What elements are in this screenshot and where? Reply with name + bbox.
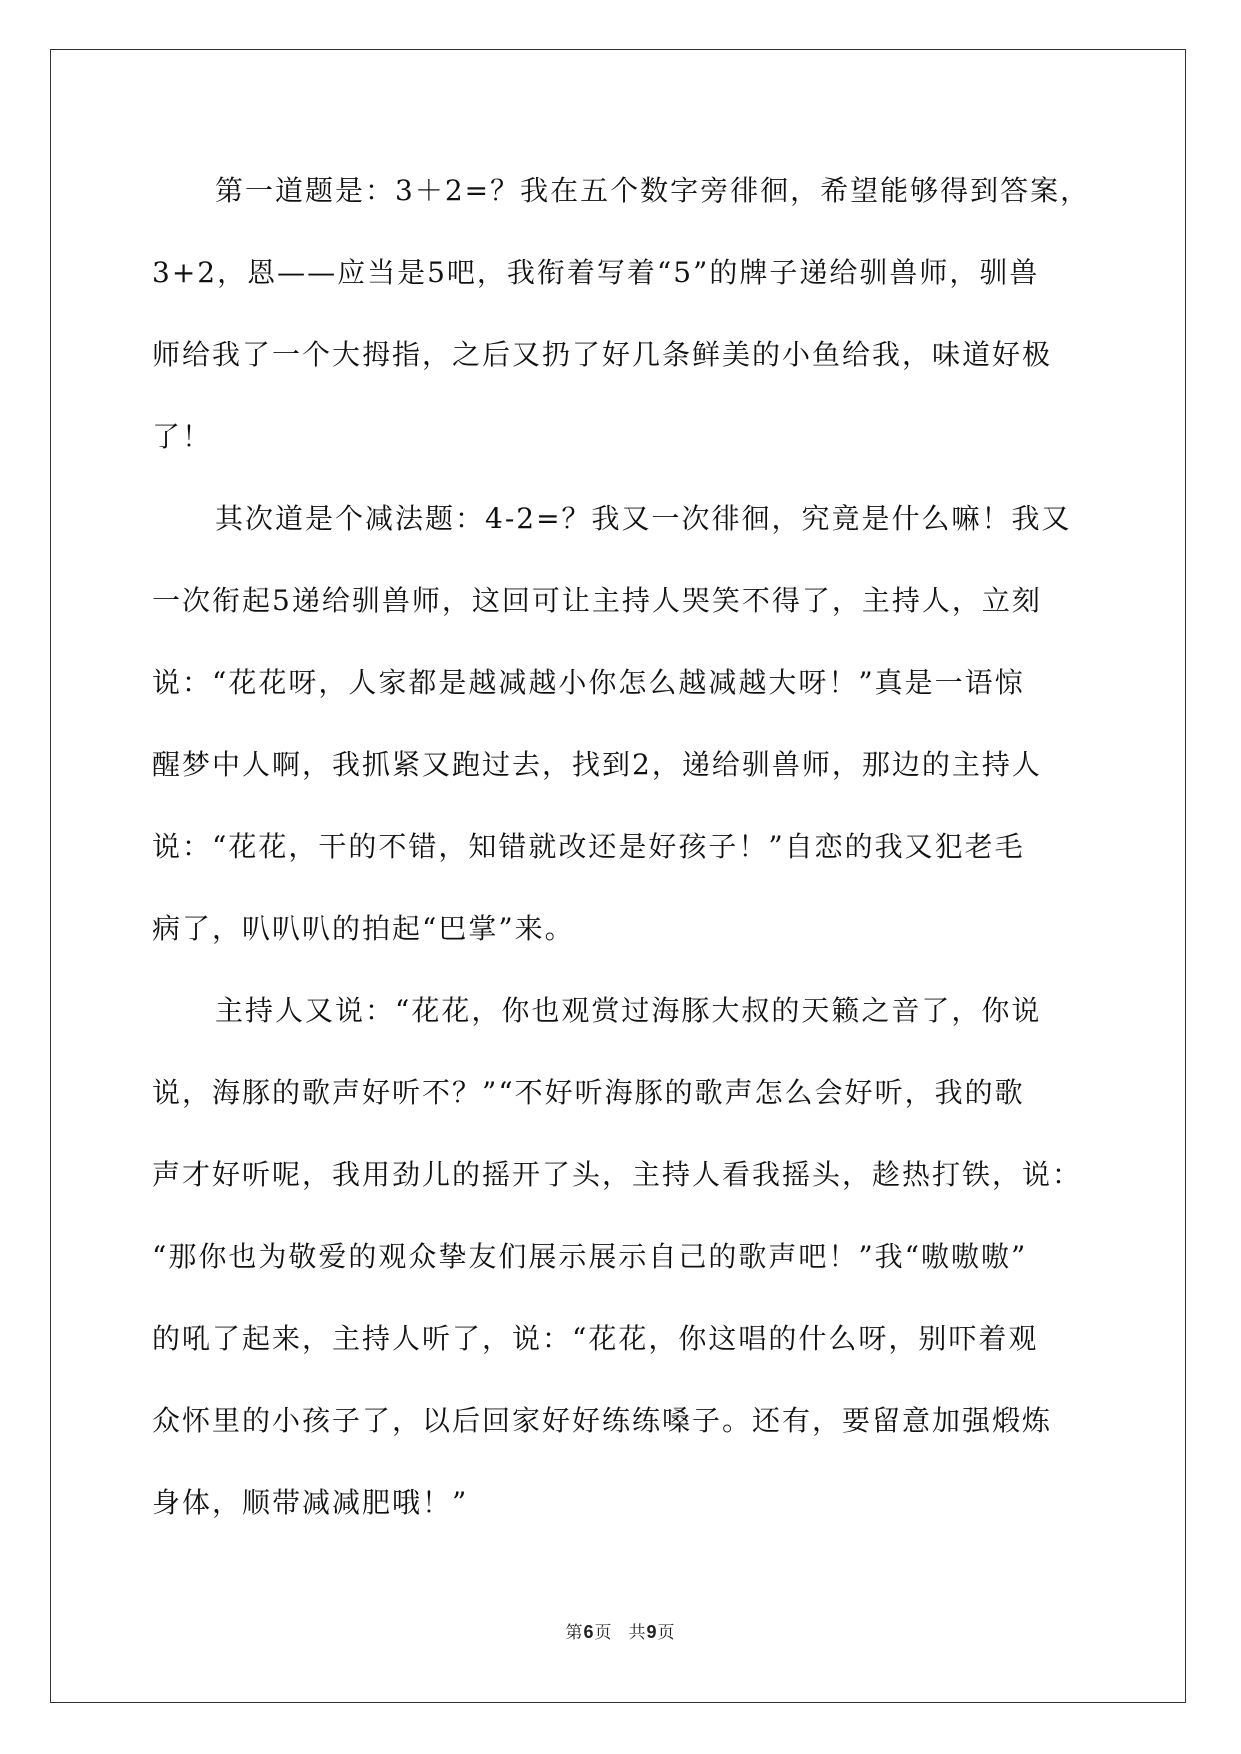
text-line: 的吼了起来，主持人听了，说：“花花，你这唱的什么呀，别吓着观	[152, 1322, 1039, 1355]
text-line: “那你也为敬爱的观众挚友们展示展示自己的歌声吧！”我“嗷嗷嗷”	[152, 1240, 1028, 1273]
current-page-number: 6	[583, 1622, 595, 1642]
text-line: 说：“花花呀，人家都是越减越小你怎么越减越大呀！”真是一语惊	[152, 666, 1025, 699]
text-line: 醒梦中人啊，我抓紧又跑过去，找到2，递给驯兽师，那边的主持人	[152, 748, 1042, 781]
page-suffix: 页	[594, 1623, 613, 1643]
text-line: 主持人又说：“花花，你也观赏过海豚大叔的天籁之音了，你说	[215, 994, 1042, 1027]
text-line: 第一道题是：3＋2=？我在五个数字旁徘徊，希望能够得到答案，	[215, 174, 1091, 207]
total-suffix: 页	[657, 1623, 676, 1643]
text-line: 师给我了一个大拇指，之后又扔了好几条鲜美的小鱼给我，味道好极	[152, 338, 1053, 371]
text-line: 了！	[152, 420, 213, 453]
text-line: 一次衔起5递给驯兽师，这回可让主持人哭笑不得了，主持人，立刻	[152, 584, 1042, 617]
paragraph-1	[152, 150, 1097, 478]
total-prefix: 共	[628, 1623, 647, 1643]
text-line: 3+2，恩——应当是5吧，我衔着写着“5”的牌子递给驯兽师，驯兽	[152, 256, 1040, 289]
text-line: 其次道是个减法题：4-2=？我又一次徘徊，究竟是什么嘛！我又	[215, 502, 1072, 535]
total-pages-number: 9	[646, 1622, 658, 1642]
text-line: 说：“花花，干的不错，知错就改还是好孩子！”自恋的我又犯老毛	[152, 830, 1025, 863]
paragraph-2	[152, 478, 1097, 970]
text-line: 身体，顺带减减肥哦！”	[152, 1486, 469, 1519]
text-line: 声才好听呢，我用劲儿的摇开了头，主持人看我摇头，趁热打铁，说：	[152, 1158, 1083, 1191]
text-line: 病了，叭叭叭的拍起“巴掌”来。	[152, 912, 575, 945]
page-footer	[0, 1618, 1241, 1643]
text-line: 众怀里的小孩子了，以后回家好好练练嗓子。还有，要留意加强煅炼	[152, 1404, 1053, 1437]
paragraph-3	[152, 970, 1097, 1544]
document-body	[152, 150, 1097, 1544]
page-prefix: 第	[565, 1623, 584, 1643]
text-line: 说，海豚的歌声好听不？”“不好听海豚的歌声怎么会好听，我的歌	[152, 1076, 1025, 1109]
